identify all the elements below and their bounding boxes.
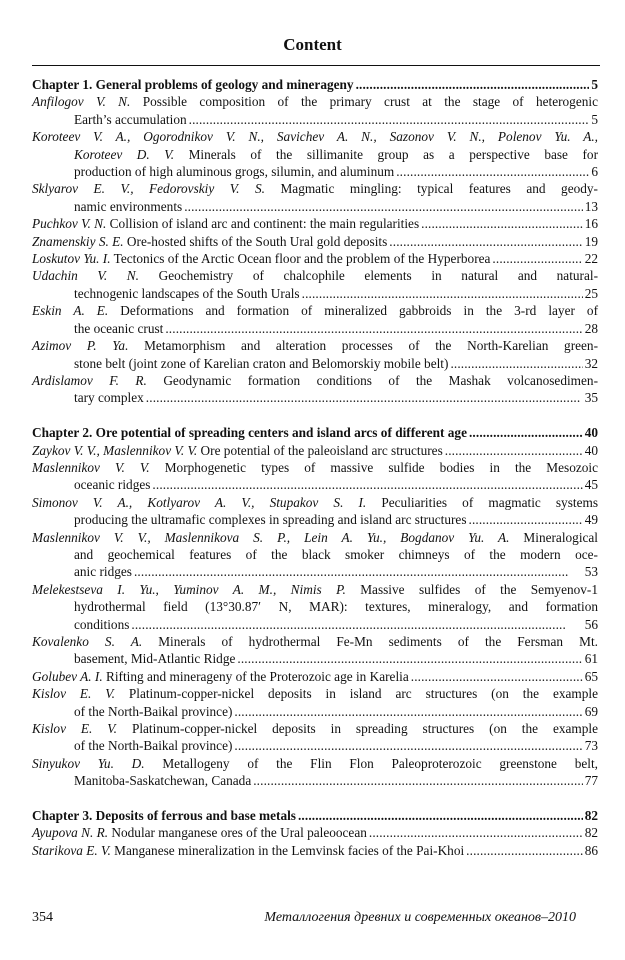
dot-leader xyxy=(492,250,582,267)
toc-line xyxy=(32,842,598,859)
toc-entry xyxy=(32,180,598,215)
toc-line xyxy=(32,616,598,633)
author-names: Sklyarov E. V., Fedorovskiy V. S. xyxy=(32,181,265,197)
entry-text: Starikova E. V. Manganese mineralization in the Lemvinsk facies of the Pai-Khoi xyxy=(32,842,465,858)
toc-line xyxy=(32,163,598,180)
toc-line xyxy=(32,737,598,754)
entry-text: Azimov P. Ya. Metamorphism and alteration processes of the North-Karelian green- xyxy=(32,338,599,354)
entry-text: Udachin V. N. Geochemistry of chalcophile elements in natural and natural- xyxy=(32,268,599,284)
dot-leader xyxy=(131,616,582,633)
entry-text: Golubev A. I. Rifting and minerageny of the Proterozoic age in Karelia xyxy=(32,668,409,684)
toc-entry xyxy=(32,668,598,685)
toc-line xyxy=(32,476,598,493)
toc-entry xyxy=(32,581,598,633)
entry-text: Melekestseva I. Yu., Yuminov A. M., Nimis P. Massive sulfides of the Semyenov-1 xyxy=(32,581,598,597)
toc-entry xyxy=(32,459,598,494)
dot-leader xyxy=(445,442,583,459)
toc-entry xyxy=(32,267,598,302)
dot-leader xyxy=(389,233,582,250)
dot-leader xyxy=(466,842,583,859)
entry-text: conditions xyxy=(74,616,130,632)
page-ref: 73 xyxy=(584,738,598,754)
page-ref: 82 xyxy=(584,808,598,824)
author-names: Koroteev V. A., Ogorodnikov V. N., Savichev A. N., Sazonov V. N., Polenov Yu. A., xyxy=(32,129,598,145)
toc-line xyxy=(32,424,598,441)
author-names: Golubev A. I. xyxy=(32,668,103,684)
toc-line xyxy=(32,146,598,163)
toc-line xyxy=(32,772,598,789)
toc-line xyxy=(32,180,598,197)
toc-entry xyxy=(32,93,598,128)
toc-line xyxy=(32,372,598,389)
dot-leader xyxy=(184,198,583,215)
dot-leader xyxy=(298,807,583,824)
toc-entry xyxy=(32,215,598,232)
page-ref: 77 xyxy=(584,773,598,789)
toc-entry xyxy=(32,720,598,755)
toc-entry xyxy=(32,250,598,267)
page-ref: 82 xyxy=(584,825,598,841)
page-ref: 25 xyxy=(584,285,598,301)
toc-line xyxy=(32,703,598,720)
entry-text xyxy=(32,129,598,144)
page-ref: 13 xyxy=(584,198,598,214)
author-names: Udachin V. N. xyxy=(32,268,139,284)
dot-leader xyxy=(134,563,583,580)
toc-line xyxy=(32,320,598,337)
toc-entry xyxy=(32,337,598,372)
running-title: Металлогения древних и современных океанов–2010 xyxy=(264,910,576,925)
page-ref: 53 xyxy=(584,564,598,580)
page-ref: 35 xyxy=(584,390,598,406)
toc-line xyxy=(32,824,598,841)
entry-text: producing the ultramafic complexes in spreading and island arc structures xyxy=(74,512,467,528)
toc-line xyxy=(32,76,598,93)
entry-text: tary complex xyxy=(74,390,144,406)
dot-leader xyxy=(189,111,590,128)
page-ref: 16 xyxy=(584,216,598,232)
toc-entry xyxy=(32,302,598,337)
entry-text: Earth’s accumulation xyxy=(74,111,187,127)
entry-text: Chapter 1. General problems of geology and minerageny xyxy=(32,77,354,92)
entry-text: Znamenskiy S. E. Ore-hosted shifts of the South Ural gold deposits xyxy=(32,233,388,249)
toc-entry xyxy=(32,529,598,581)
title-rule xyxy=(32,65,600,66)
toc-line xyxy=(32,529,598,546)
toc-line xyxy=(32,546,598,563)
toc-line xyxy=(32,685,598,702)
entry-text: Sinyukov Yu. D. Metallogeny of the Flin Flon Paleoproterozoic greenstone belt, xyxy=(32,755,598,771)
entry-text: Maslennikov V. V., Maslennikova S. P., Lein A. Yu., Bogdanov Yu. A. Mineralogical xyxy=(32,529,599,545)
page-number: 354 xyxy=(32,910,53,925)
toc-entry xyxy=(32,372,598,407)
entry-text: Loskutov Yu. I. Tectonics of the Arctic Ocean floor and the problem of the Hyperborea xyxy=(32,251,491,267)
page-title: Content xyxy=(283,35,342,54)
toc-line xyxy=(32,668,598,685)
page-ref: 40 xyxy=(584,425,598,441)
page-ref: 86 xyxy=(584,842,598,858)
entry-text: technogenic landscapes of the South Urals xyxy=(74,285,300,301)
toc-entry xyxy=(32,842,598,859)
entry-text: production of high aluminous grogs, silumin, and aluminum xyxy=(74,164,395,180)
toc-line xyxy=(32,511,598,528)
page-ref: 45 xyxy=(584,477,598,493)
entry-text: Ardislamov F. R. Geodynamic formation conditions of the Mashak volcanosedimen- xyxy=(32,372,598,388)
toc-line xyxy=(32,807,598,824)
entry-text: Ayupova N. R. Nodular manganese ores of the Ural paleoocean xyxy=(32,825,367,841)
dot-leader xyxy=(411,668,583,685)
toc-line xyxy=(32,355,598,372)
toc-line xyxy=(32,755,598,772)
author-names: Starikova E. V. xyxy=(32,842,111,858)
toc-line xyxy=(32,198,598,215)
page-ref: 49 xyxy=(584,512,598,528)
dot-leader xyxy=(396,163,589,180)
entry-text: Koroteev D. V. Minerals of the sillimanite group as a perspective base for xyxy=(74,146,599,162)
dot-leader xyxy=(302,285,583,302)
author-names: Melekestseva I. Yu., Yuminov A. M., Nimis P. xyxy=(32,581,346,597)
author-names: Kislov E. V. xyxy=(32,721,118,737)
author-names: Eskin A. E. xyxy=(32,303,109,319)
page-ref: 40 xyxy=(584,442,598,458)
chapter-heading xyxy=(32,424,598,441)
page-ref: 32 xyxy=(584,355,598,371)
toc-line xyxy=(32,494,598,511)
dot-leader xyxy=(146,389,583,406)
author-names: Ayupova N. R. xyxy=(32,825,109,841)
entry-text: Puchkov V. N. Collision of island arc and continent: the main regularities xyxy=(32,216,420,232)
dot-leader xyxy=(356,76,590,93)
entry-text: Sklyarov E. V., Fedorovskiy V. S. Magmatic mingling: typical features and geody- xyxy=(32,181,598,197)
author-names: Sinyukov Yu. D. xyxy=(32,755,145,771)
chapter-heading xyxy=(32,76,598,93)
toc-line xyxy=(32,111,598,128)
author-names: Ardislamov F. R. xyxy=(32,372,147,388)
author-names: Kovalenko S. A. xyxy=(32,633,143,649)
entry-text: and geochemical features of the black smoker chimneys of the modern oce- xyxy=(74,546,598,562)
entry-text: Maslennikov V. V. Morphogenetic types of massive sulfide bodies in the Mesozoic xyxy=(32,459,598,475)
entry-text: Zaykov V. V., Maslennikov V. V. Ore potential of the paleoisland arc structures xyxy=(32,442,443,458)
page-ref: 19 xyxy=(584,233,598,249)
entry-text: of the North-Baikal province) xyxy=(74,703,233,719)
entry-text: Kovalenko S. A. Minerals of hydrothermal Fe-Mn sediments of the Fersman Mt. xyxy=(32,633,598,649)
section-gap xyxy=(32,790,598,807)
dot-leader xyxy=(421,215,583,232)
toc-line xyxy=(32,233,598,250)
entry-text: Anfilogov V. N. Possible composition of the primary crust at the stage of heterogenic xyxy=(32,94,598,110)
page-ref: 65 xyxy=(584,668,598,684)
toc-line xyxy=(32,267,598,284)
page-ref: 28 xyxy=(584,320,598,336)
dot-leader xyxy=(469,511,583,528)
entry-text: Manitoba-Saskatchewan, Canada xyxy=(74,773,252,789)
toc-line xyxy=(32,250,598,267)
author-names: Koroteev D. V. xyxy=(74,146,175,162)
entry-text: Simonov V. A., Kotlyarov A. V., Stupakov S. I. Peculiarities of magmatic systems xyxy=(32,494,598,510)
author-names: Maslennikov V. V., Maslennikova S. P., Lein A. Yu., Bogdanov Yu. A. xyxy=(32,529,510,545)
entry-text: hydrothermal field (13°30.87′ N, MAR): textures, mineralogy, and formation xyxy=(74,599,598,615)
author-names: Kislov E. V. xyxy=(32,686,115,702)
toc-line xyxy=(32,389,598,406)
dot-leader xyxy=(152,476,582,493)
toc-entry xyxy=(32,755,598,790)
author-names: Loskutov Yu. I. xyxy=(32,251,111,267)
toc-entry xyxy=(32,685,598,720)
dot-leader xyxy=(450,355,582,372)
toc-line xyxy=(32,581,598,598)
dot-leader xyxy=(234,703,582,720)
chapter-heading xyxy=(32,807,598,824)
entry-text: Eskin A. E. Deformations and formation of mineralized gabbroids in the 3-rd layer of xyxy=(32,303,599,319)
entry-text: basement, Mid-Atlantic Ridge xyxy=(74,651,236,667)
entry-text: stone belt (joint zone of Karelian craton and Belomorskiy mobile belt) xyxy=(74,355,449,371)
author-names: Maslennikov V. V. xyxy=(32,459,150,475)
toc-line xyxy=(32,93,598,110)
toc-line xyxy=(32,442,598,459)
author-names: Azimov P. Ya. xyxy=(32,338,129,354)
toc-entry xyxy=(32,442,598,459)
toc-line xyxy=(32,128,598,145)
toc-line xyxy=(32,337,598,354)
entry-text: anic ridges xyxy=(74,564,132,580)
entry-text: Chapter 2. Ore potential of spreading centers and island arcs of different age xyxy=(32,425,467,441)
toc-line xyxy=(32,650,598,667)
page-ref: 56 xyxy=(584,616,598,632)
entry-text: Kislov E. V. Platinum-copper-nickel deposits in spreading structures (on the example xyxy=(32,721,598,737)
dot-leader xyxy=(253,772,582,789)
toc-entry xyxy=(32,824,598,841)
toc-line xyxy=(32,215,598,232)
toc-line xyxy=(32,563,598,580)
entry-text: of the North-Baikal province) xyxy=(74,738,233,754)
page-ref: 5 xyxy=(591,111,598,127)
table-of-contents xyxy=(32,76,598,859)
toc-line xyxy=(32,285,598,302)
author-names: Simonov V. A., Kotlyarov A. V., Stupakov S. I. xyxy=(32,494,367,510)
entry-text: namic environments xyxy=(74,198,183,214)
section-gap xyxy=(32,407,598,424)
dot-leader xyxy=(165,320,582,337)
entry-text: Kislov E. V. Platinum-copper-nickel deposits in island arc structures (on the example xyxy=(32,686,598,702)
toc-entry xyxy=(32,128,598,180)
dot-leader xyxy=(234,737,582,754)
page-ref: 5 xyxy=(591,77,598,92)
entry-text: Chapter 3. Deposits of ferrous and base metals xyxy=(32,808,296,824)
toc-line xyxy=(32,720,598,737)
page-ref: 61 xyxy=(584,651,598,667)
page-ref: 6 xyxy=(591,164,598,180)
toc-entry xyxy=(32,633,598,668)
author-names: Zaykov V. V., Maslennikov V. V. xyxy=(32,442,198,458)
author-names: Anfilogov V. N. xyxy=(32,94,131,110)
toc-entry xyxy=(32,494,598,529)
dot-leader xyxy=(469,424,583,441)
toc-entry xyxy=(32,233,598,250)
author-names: Puchkov V. N. xyxy=(32,216,107,232)
entry-text: the oceanic crust xyxy=(74,320,164,336)
dot-leader xyxy=(237,650,582,667)
toc-line xyxy=(32,633,598,650)
author-names: Znamenskiy S. E. xyxy=(32,233,124,249)
toc-line xyxy=(32,598,598,615)
page-ref: 69 xyxy=(584,703,598,719)
dot-leader xyxy=(369,824,583,841)
toc-line xyxy=(32,459,598,476)
entry-text: oceanic ridges xyxy=(74,477,151,493)
page-ref: 22 xyxy=(584,251,598,267)
toc-line xyxy=(32,302,598,319)
